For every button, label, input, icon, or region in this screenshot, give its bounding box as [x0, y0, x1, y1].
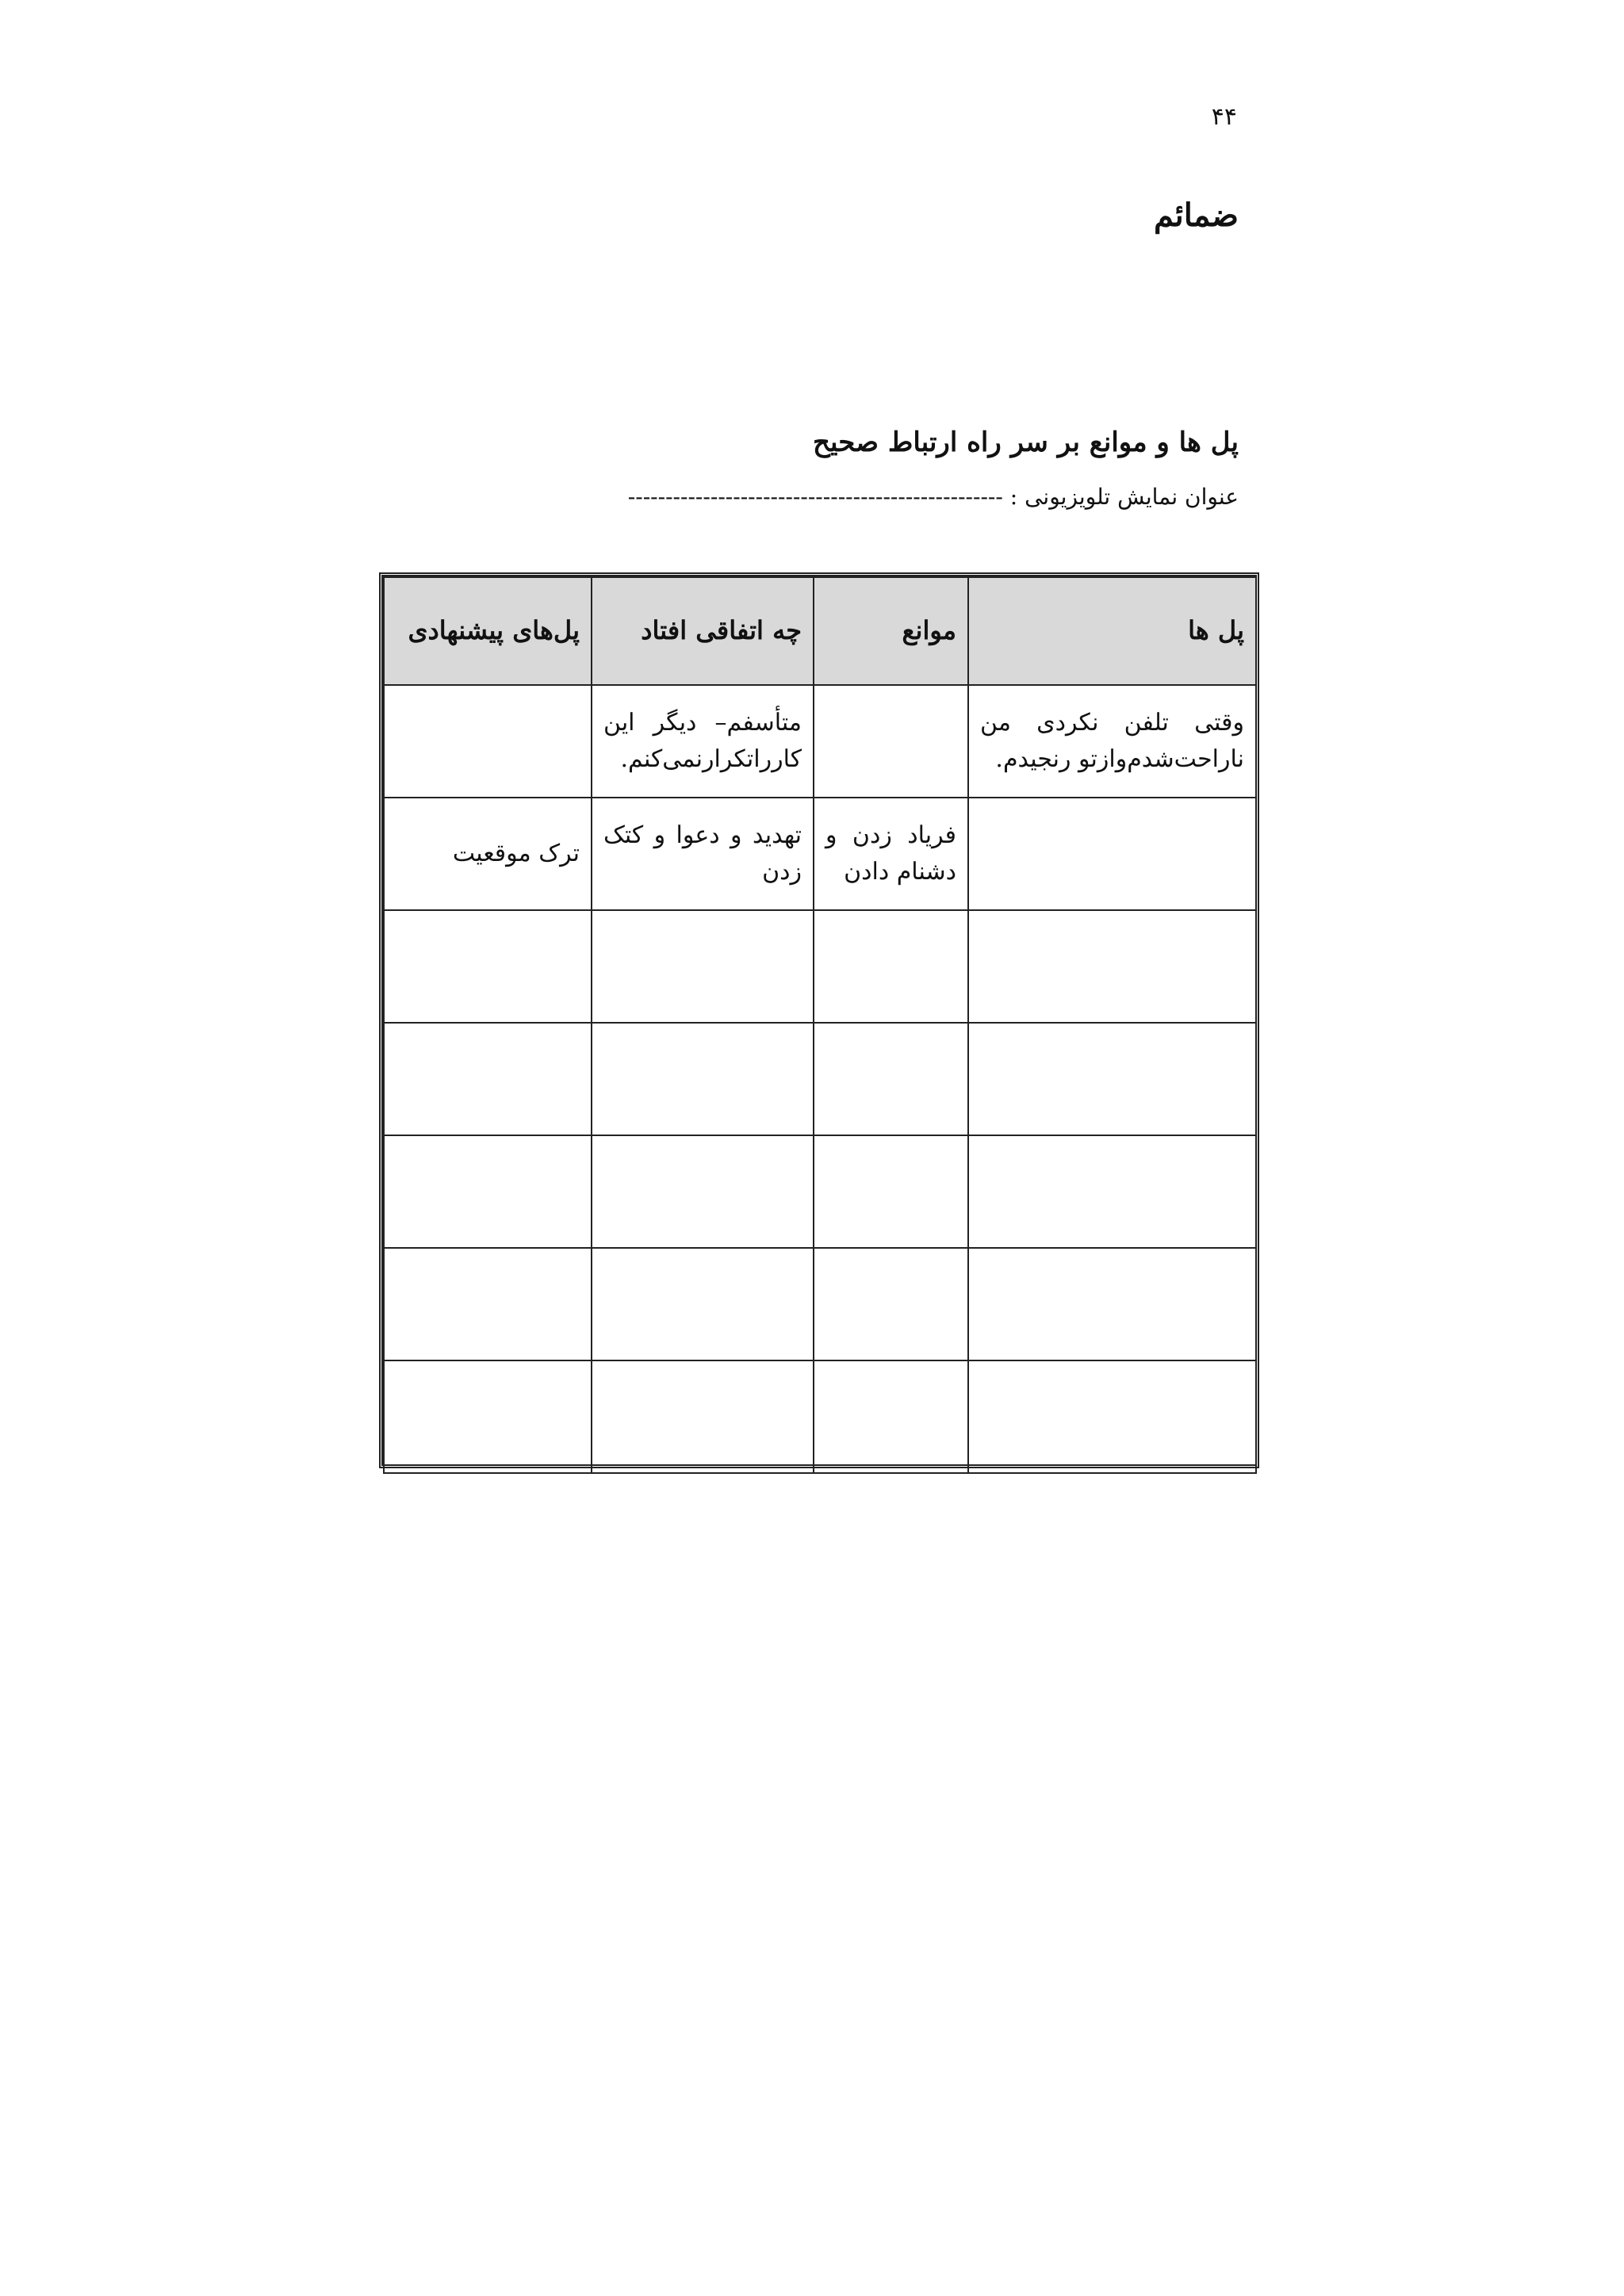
table-cell — [814, 685, 968, 798]
table-cell — [814, 910, 968, 1023]
table — [383, 576, 1257, 1474]
header-barriers: موانع — [814, 577, 968, 685]
table-cell — [968, 1360, 1256, 1473]
table-cell — [968, 1248, 1256, 1360]
chapter-title: ضمائم — [1153, 197, 1239, 234]
table-cell: ترک موقعیت — [384, 798, 592, 910]
table-cell — [384, 1248, 592, 1360]
header-bridges: پل ها — [968, 577, 1256, 685]
table-cell — [814, 1248, 968, 1360]
table-cell — [384, 1023, 592, 1135]
table-cell: متأسفم– دیگر این کارراتکرارنمی‌کنم. — [592, 685, 814, 798]
table-row — [384, 1023, 1256, 1135]
table-cell — [592, 1135, 814, 1248]
header-suggested-bridges: پل‌های پیشنهادی — [384, 577, 592, 685]
table-row — [384, 1248, 1256, 1360]
table-row — [384, 685, 1256, 798]
table-cell: فریاد زدن و دشنام دادن — [814, 798, 968, 910]
bridges-barriers-table — [379, 572, 1259, 1468]
table-cell — [968, 798, 1256, 910]
table-cell — [384, 1360, 592, 1473]
table-cell — [814, 1360, 968, 1473]
table-cell — [384, 685, 592, 798]
section-title: پل ها و موانع بر سر راه ارتباط صحیح — [813, 427, 1239, 458]
show-title-label: عنوان نمایش تلویزیونی : — [1009, 484, 1239, 510]
table-cell — [968, 1135, 1256, 1248]
show-title-blank: -------------------------------------------------- — [627, 484, 1003, 510]
table-row — [384, 1360, 1256, 1473]
page-number: ۴۴ — [1211, 103, 1237, 131]
table-row — [384, 798, 1256, 910]
table-cell — [592, 1023, 814, 1135]
table-row — [384, 1135, 1256, 1248]
table-cell — [592, 1360, 814, 1473]
table-cell — [384, 1135, 592, 1248]
show-title-row — [396, 484, 1239, 510]
table-cell — [592, 910, 814, 1023]
table-cell — [814, 1135, 968, 1248]
table-cell: وقتی تلفن نکردی من ناراحت‌شدم‌وازتو رنجیدم. — [968, 685, 1256, 798]
table-cell — [384, 910, 592, 1023]
table-cell — [968, 910, 1256, 1023]
table-cell — [968, 1023, 1256, 1135]
header-what-happened: چه اتفاقی افتاد — [592, 577, 814, 685]
table-header-row — [384, 577, 1256, 685]
table-row — [384, 910, 1256, 1023]
table-cell: تهدید و دعوا و کتک زدن — [592, 798, 814, 910]
table-cell — [592, 1248, 814, 1360]
table-cell — [814, 1023, 968, 1135]
